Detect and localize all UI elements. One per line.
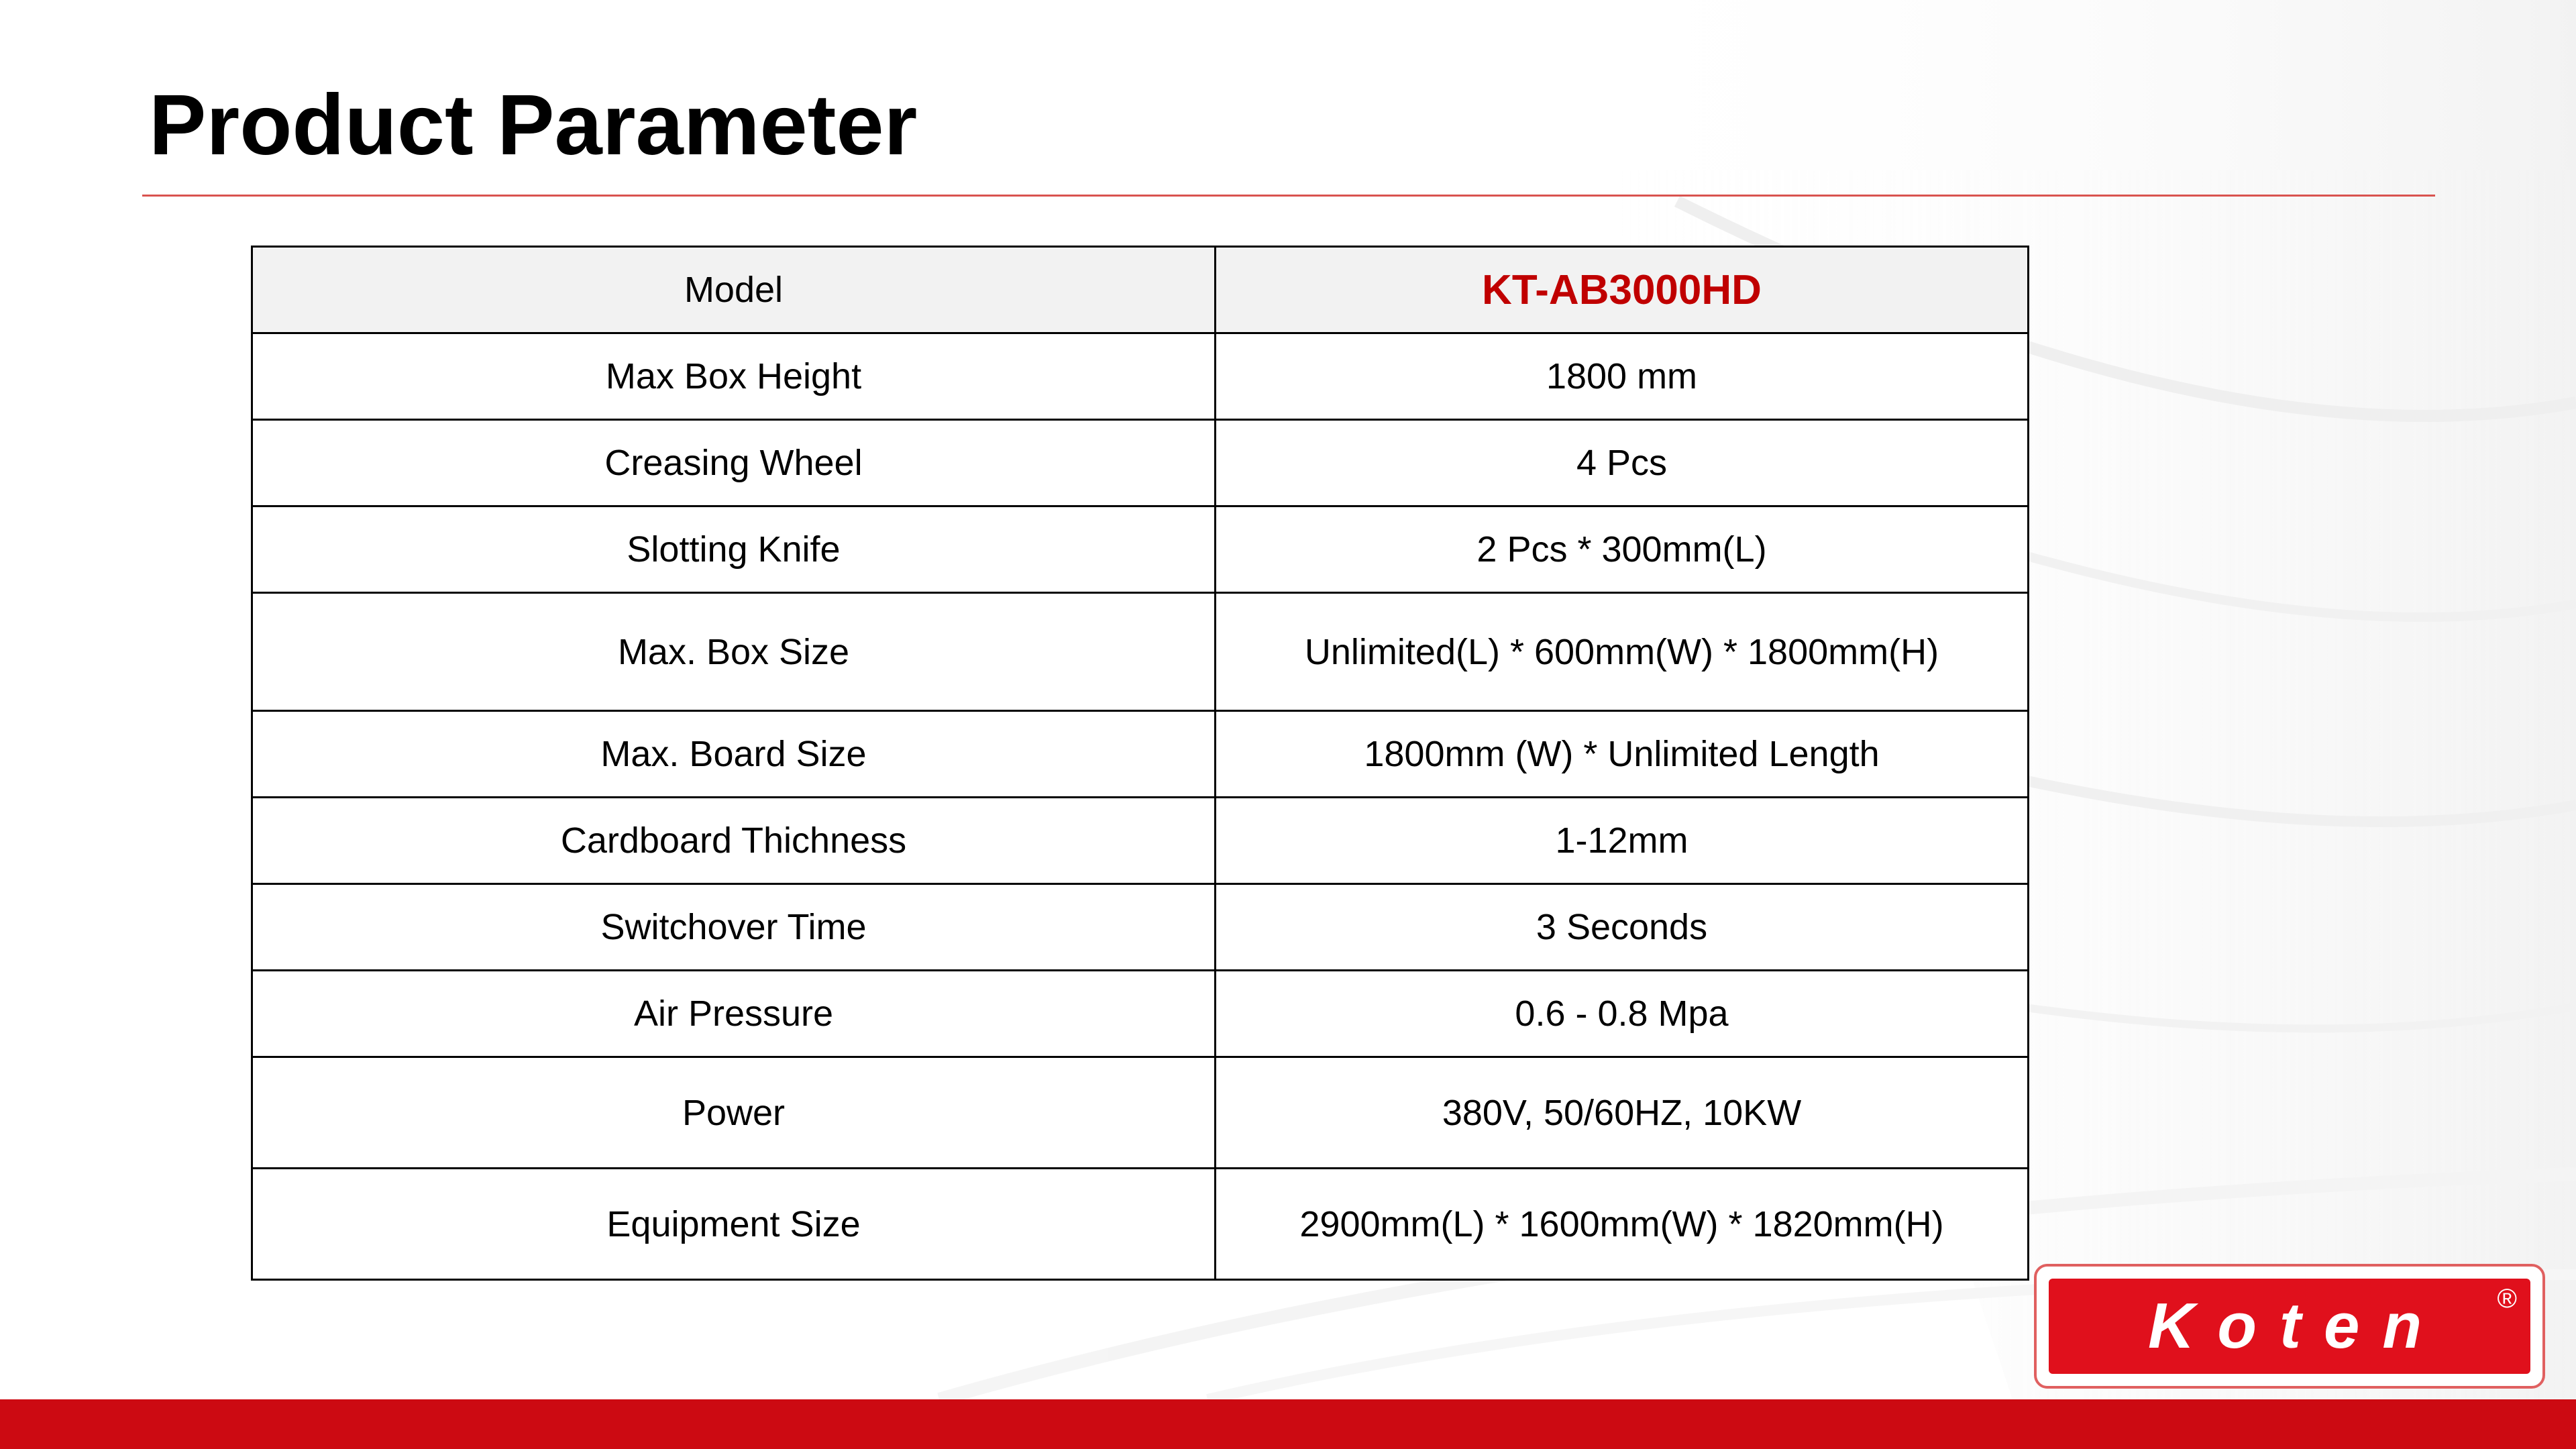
logo-wordmark: Koten: [2148, 1290, 2445, 1362]
page-title: Product Parameter: [149, 77, 918, 173]
table-row: [252, 420, 2029, 506]
param-label: Max Box Height: [252, 333, 1216, 420]
registered-mark: ®: [2497, 1284, 2517, 1313]
param-label: Slotting Knife: [252, 506, 1216, 593]
param-value: 1800 mm: [1216, 333, 2029, 420]
model-value: KT-AB3000HD: [1216, 247, 2029, 333]
param-value: 1800mm (W) * Unlimited Length: [1216, 711, 2029, 798]
param-label: Air Pressure: [252, 971, 1216, 1057]
param-value: 0.6 - 0.8 Mpa: [1216, 971, 2029, 1057]
table-row: [252, 971, 2029, 1057]
param-value: 3 Seconds: [1216, 884, 2029, 971]
param-label: Creasing Wheel: [252, 420, 1216, 506]
param-value: 380V, 50/60HZ, 10KW: [1216, 1057, 2029, 1169]
param-value: 1-12mm: [1216, 798, 2029, 884]
param-label: Cardboard Thichness: [252, 798, 1216, 884]
title-divider: [142, 195, 2435, 197]
param-label: Max. Board Size: [252, 711, 1216, 798]
logo-panel: [2049, 1279, 2530, 1374]
header-label: Model: [252, 247, 1216, 333]
table-header-row: [252, 247, 2029, 333]
param-value: 2 Pcs * 300mm(L): [1216, 506, 2029, 593]
param-label: Switchover Time: [252, 884, 1216, 971]
table-row: [252, 711, 2029, 798]
table-row: [252, 593, 2029, 711]
param-label: Power: [252, 1057, 1216, 1169]
koten-logo: [2034, 1264, 2545, 1389]
table-row: [252, 506, 2029, 593]
parameter-table: [251, 246, 2029, 1281]
table-row: [252, 333, 2029, 420]
param-value: Unlimited(L) * 600mm(W) * 1800mm(H): [1216, 593, 2029, 711]
param-label: Max. Box Size: [252, 593, 1216, 711]
table-row: [252, 798, 2029, 884]
table-row: [252, 1057, 2029, 1169]
footer-bar: [0, 1399, 2576, 1449]
param-value: 2900mm(L) * 1600mm(W) * 1820mm(H): [1216, 1169, 2029, 1280]
param-value: 4 Pcs: [1216, 420, 2029, 506]
table-row: [252, 884, 2029, 971]
param-label: Equipment Size: [252, 1169, 1216, 1280]
table-row: [252, 1169, 2029, 1280]
